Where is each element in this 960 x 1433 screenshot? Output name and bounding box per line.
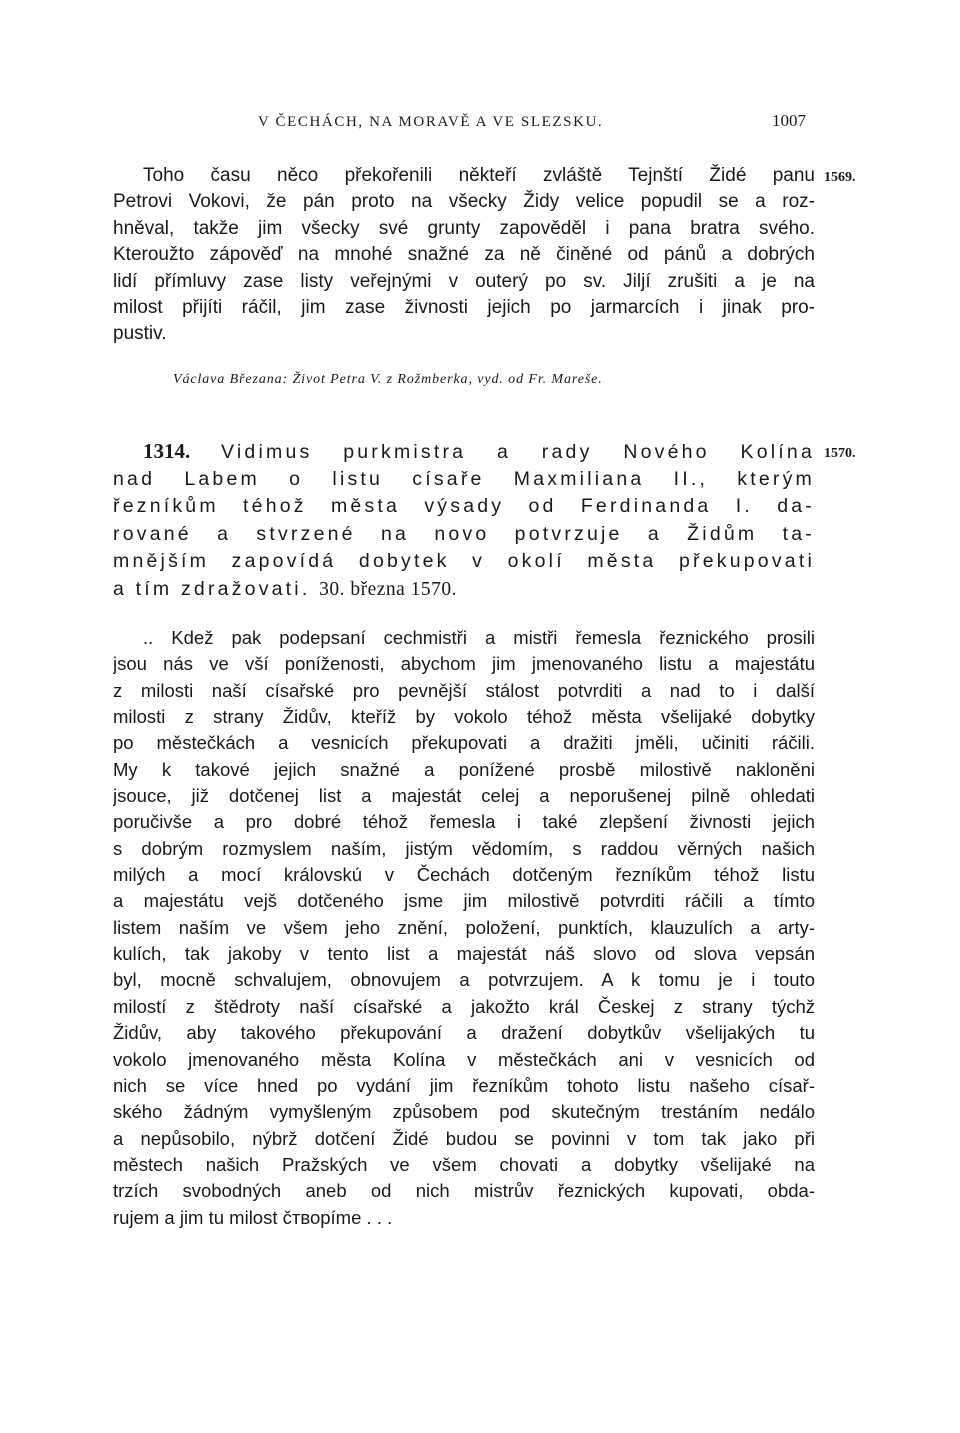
text-line: byl, mocně schvalujem, obnovujem a potvrzujem. A k tomu je i touto [113,969,815,991]
text-line: milých a mocí královskú v Čechách dotčeným řezníkům téhož listu [113,864,815,886]
text-line: milost přijíti ráčil, jim zase živnosti jejich po jarmarcích i jinak pro- [113,296,815,318]
text-line: a majestátu vejš dotčeného jsme jim milostivě potvrditi ráčili a tímto [113,890,815,912]
text-line: milosti z strany Židův, kteříž by vokolo téhož města všelijaké dobytky [113,706,815,728]
text-line: vokolo jmenovaného města Kolína v městečkách ani v vesnicích od [113,1048,815,1070]
heading-text: a tím zdražovati. [113,577,311,600]
text-line: po městečkách a vesnicích překupovati a dražiti jměli, učiniti ráčili. [113,732,815,754]
text-line: hněval, takže jim všecky své grunty zapověděl i pana bratra svého. [113,217,815,239]
text-line: a nepůsobilo, nýbrž dotčení Židé budou se povinni v tom tak jako při [113,1127,815,1149]
text-line: městech našich Pražských ve všem chovati a dobytky všelijaké na [113,1153,815,1175]
document-heading [113,438,815,604]
text-line: My k takové jejich snažné a ponížené prosbě milostivě nakloněni [113,758,815,780]
document-date: 30. března 1570. [319,578,458,600]
text-line: ského žádným vymyšleným způsobem pod skutečným trestáním nedálo [113,1101,815,1123]
heading-line: nad Labem o listu císaře Maxmiliana II., kterým [113,467,815,490]
running-head: V ČECHÁCH, NA MORAVĚ A VE SLEZSKU. [258,114,604,130]
heading-line [113,576,815,604]
text-line: Toho času něco překořenili někteří zvláště Tejnští Židé panu [143,165,815,186]
document-number: 1314. [143,439,191,463]
heading-text: Vidimus purkmistra a rady Nového Kolína [221,441,815,463]
text-line: trzích svobodných aneb od nich mistrův řeznických kupovati, obda- [113,1180,815,1202]
paragraph-chronicle [113,163,815,348]
text-line: Petrovi Vokovi, že pán proto na všecky Židy velice popudil se a roz- [113,191,815,213]
text-line: s dobrým rozmyslem naším, jistým vědomím, s raddou věrných našich [113,837,815,859]
text-line: z milosti naší císařské pro pevnější stálost potvrditi a nad to i další [113,679,815,701]
heading-line: rované a stvrzené na novo potvrzuje a Židům ta- [113,522,815,545]
margin-year-1570: 1570. [824,446,856,461]
text-line: pustiv. [113,323,167,345]
text-line: lidí přímluvy zase listy veřejnými v outerý po sv. Jiljí zrušiti a je na [113,270,815,292]
text-line: kulích, tak jakoby v tento list a majestát náš slovo od slova vepsán [113,943,815,965]
text-line: milostí z štědroty naší císařské a jakožto král Českej z strany týchž [113,995,815,1017]
paragraph-vidimus [113,625,815,1231]
text-line: listem naším ve všem jeho znění, položení, punktích, klauzulích a arty- [113,916,815,938]
text-line: rujem a jim tu milost čтворíme . . . [113,1206,393,1228]
margin-year-1569: 1569. [824,170,856,185]
page-number: 1007 [772,111,806,130]
text-line: .. Kdež pak podepsaní cechmistři a mistři řemesla řeznického prosili [143,627,815,648]
text-line: jsou nás ve vší poníženosti, abychom jim jmenovaného listu a majestátu [113,653,815,675]
source-citation: Václava Březana: Život Petra V. z Rožmberka, vyd. od Fr. Mareše. [173,372,603,387]
text-line: jsouce, již dotčenej list a majestát celej a neporušenej pilně ohledati [113,785,815,807]
text-line: Židův, aby takového překupování a dražení dobytkův všelijakých tu [113,1022,815,1044]
text-line: nich se více hned po vydání jim řezníkům tohoto listu našeho císař- [113,1074,815,1096]
heading-line: řezníkům téhož města výsady od Ferdinanda I. da- [113,495,815,518]
text-line: Kteroužto zápověď na mnohé snažné za ně činěné od pánů a dobrých [113,244,815,266]
text-line: poručivše a pro dobré téhož řemesla i také zlepšení živnosti jejich [113,811,815,833]
heading-line: mnějším zapovídá dobytek v okolí města překupovati [113,550,815,573]
heading-line [113,438,815,466]
